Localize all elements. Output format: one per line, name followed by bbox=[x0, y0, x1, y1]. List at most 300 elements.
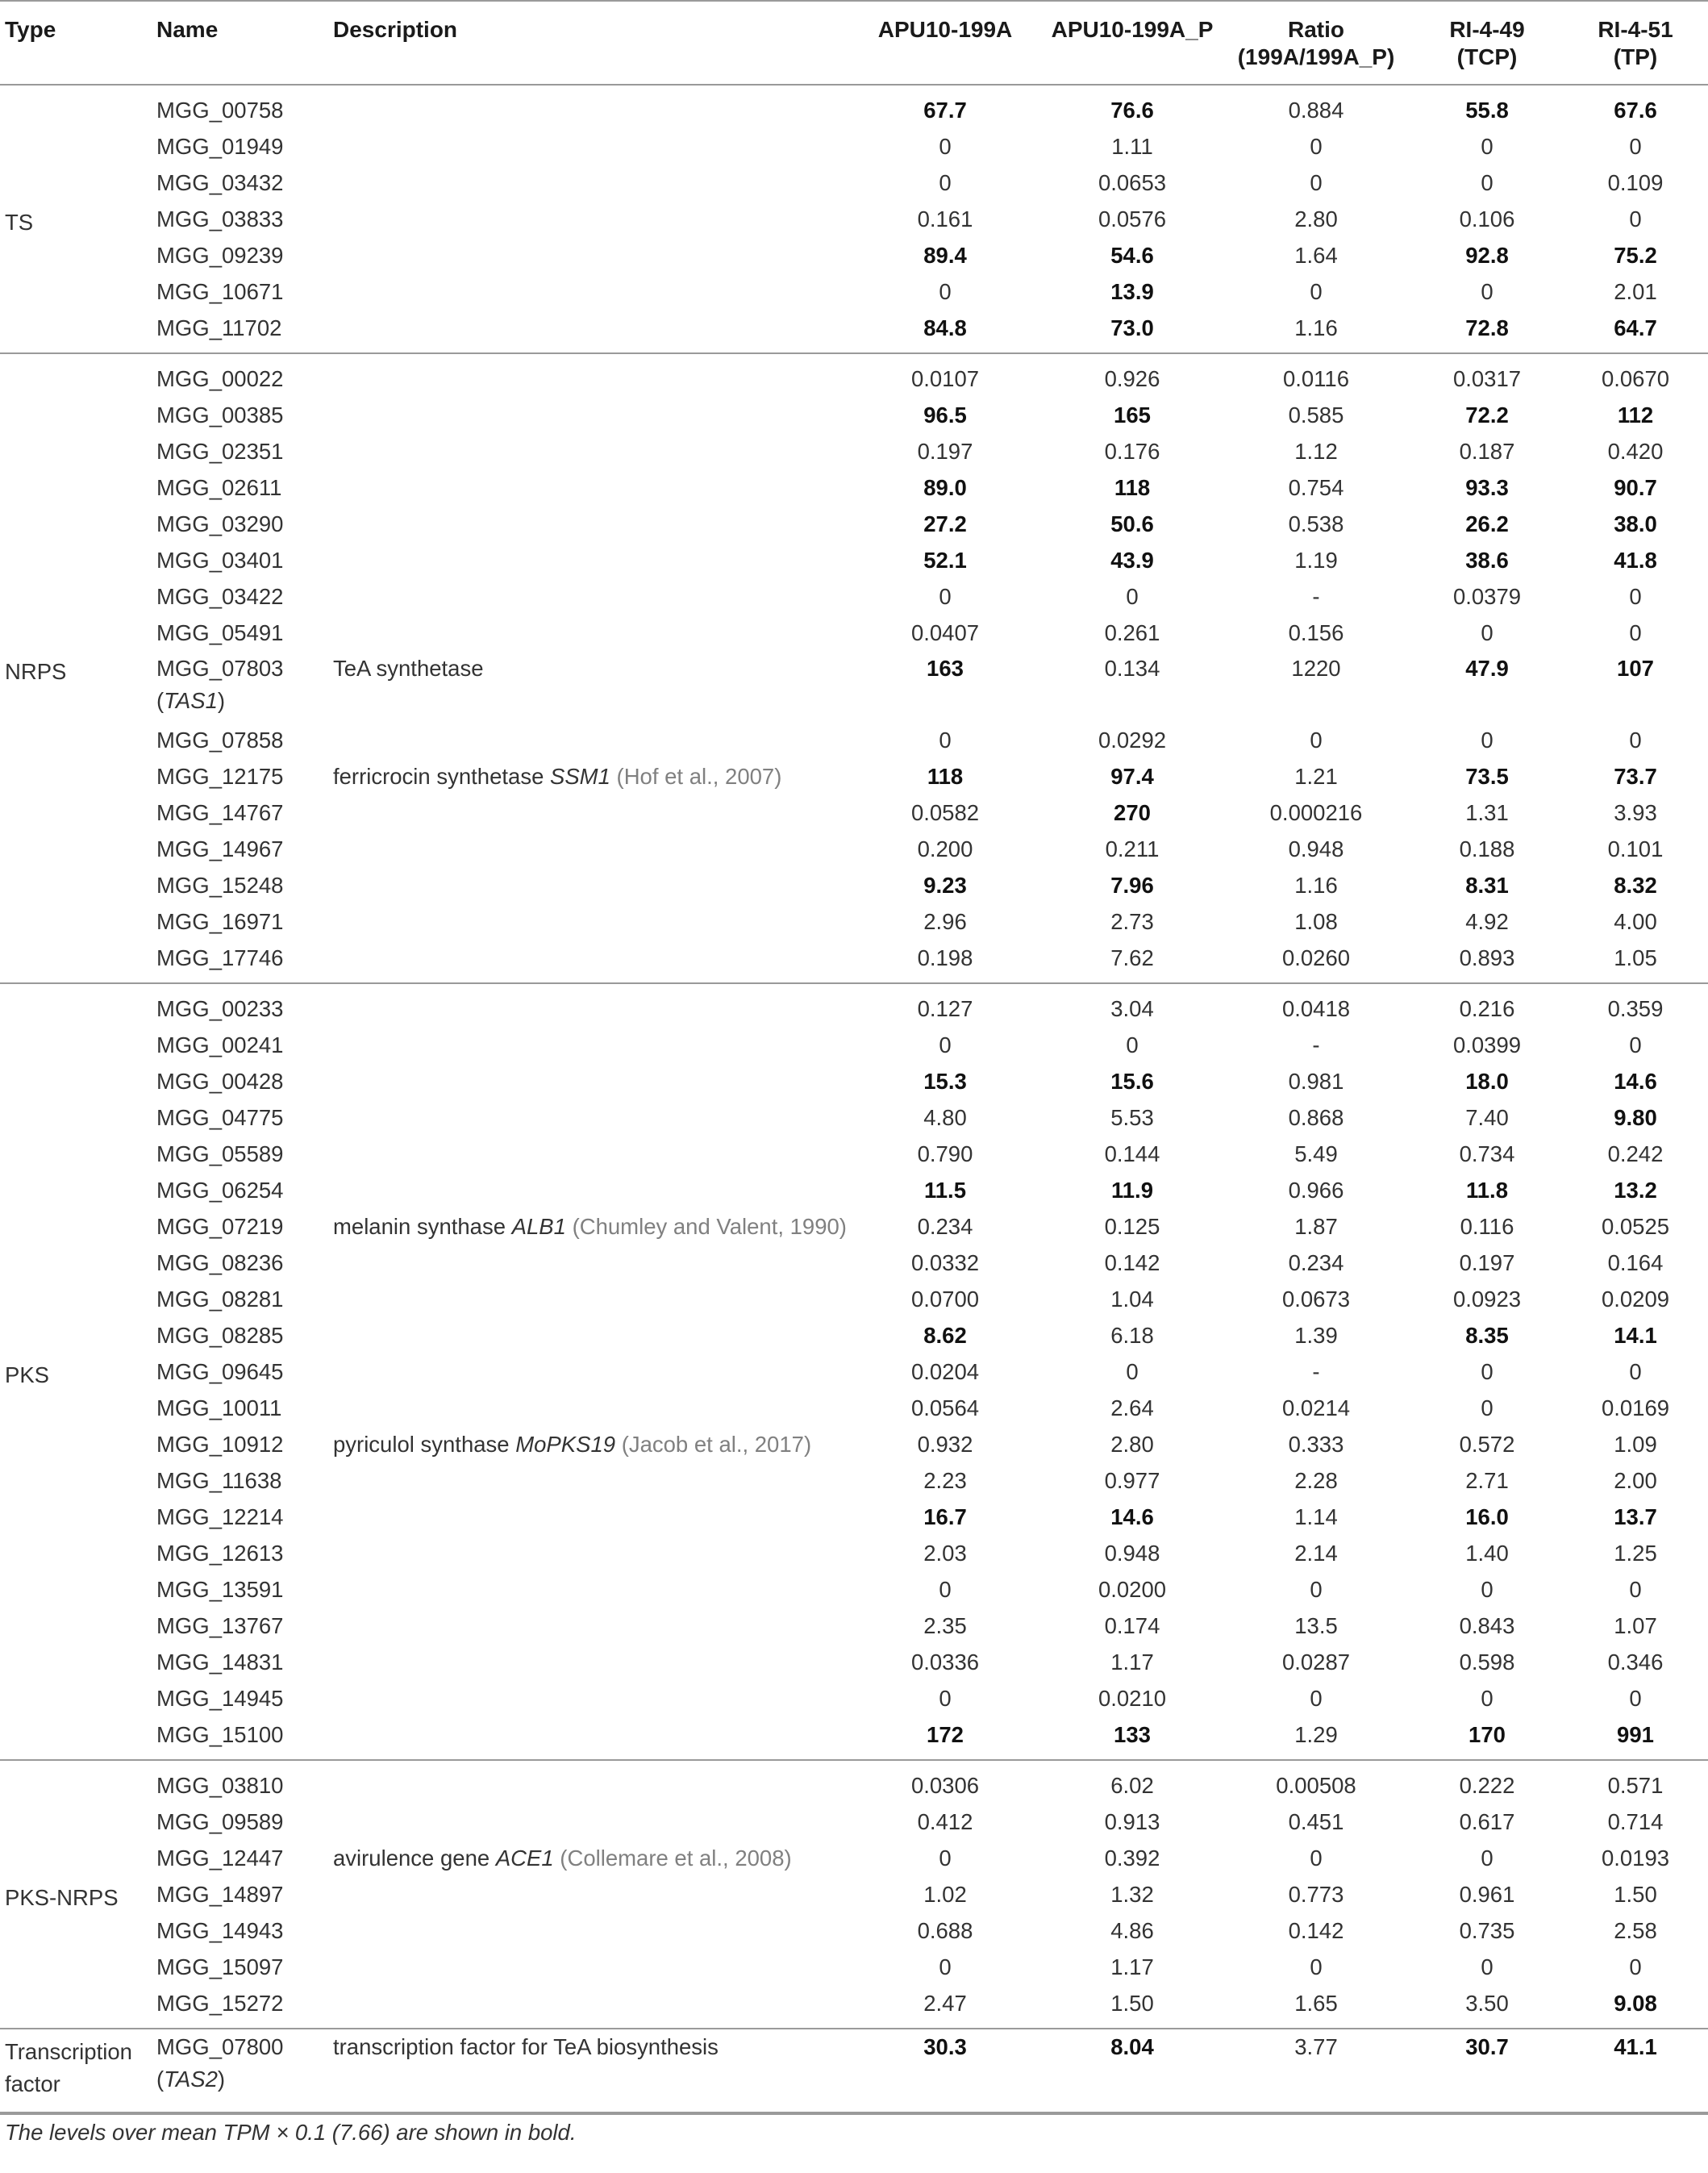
tcp-value: 92.8 bbox=[1465, 243, 1509, 268]
apu-p-value: 11.9 bbox=[1110, 1178, 1153, 1203]
gene-name bbox=[156, 1876, 333, 1912]
gene-name bbox=[156, 795, 333, 831]
gene-description bbox=[333, 397, 847, 433]
gene-name bbox=[156, 1644, 333, 1680]
gene-id: MGG_17746 bbox=[156, 945, 284, 970]
gene-id: MGG_12613 bbox=[156, 1541, 284, 1566]
apu-value: 0.688 bbox=[917, 1918, 973, 1943]
gene-description bbox=[333, 1208, 847, 1245]
gene-id: MGG_16971 bbox=[156, 909, 284, 934]
apu-p-value: 2.80 bbox=[1110, 1432, 1154, 1457]
tcp-value: 93.3 bbox=[1465, 475, 1509, 500]
ratio-value: 2.14 bbox=[1294, 1541, 1338, 1566]
group-type: NRPS bbox=[0, 353, 156, 983]
apu-value: 0 bbox=[939, 1846, 952, 1871]
table-row bbox=[0, 615, 1708, 651]
gene-id: MGG_14943 bbox=[156, 1918, 284, 1943]
gene-name bbox=[156, 273, 333, 310]
gene-description bbox=[333, 1912, 847, 1949]
tp-value: 0 bbox=[1629, 620, 1642, 645]
apu-p-value: 0.926 bbox=[1104, 366, 1160, 391]
apu-p-value: 1.04 bbox=[1110, 1287, 1154, 1312]
tcp-value: 0.187 bbox=[1459, 439, 1515, 464]
tp-value: 2.01 bbox=[1614, 279, 1657, 304]
tcp-value: 0.222 bbox=[1459, 1773, 1515, 1798]
gene-name bbox=[156, 201, 333, 237]
apu-value: 84.8 bbox=[847, 310, 1044, 353]
apu-value: 0 bbox=[939, 279, 952, 304]
apu-p-value: 43.9 bbox=[1110, 548, 1154, 573]
gene-name bbox=[156, 310, 333, 353]
gene-name: MGG_07800 (TAS2) bbox=[156, 2029, 333, 2113]
apu-p-value: 0.0210 bbox=[1098, 1686, 1167, 1711]
table-row bbox=[0, 1535, 1708, 1571]
gene-description bbox=[333, 578, 847, 615]
apu-value: 0 bbox=[939, 134, 952, 159]
tcp-value: 11.8 bbox=[1465, 1178, 1508, 1203]
tcp-value: 0.0923 bbox=[1452, 1287, 1522, 1312]
tcp-value: 2.71 bbox=[1465, 1468, 1509, 1493]
table-row bbox=[0, 1716, 1708, 1760]
apu-p-value: 165 bbox=[1114, 402, 1151, 428]
tp-value: 0 bbox=[1629, 1686, 1642, 1711]
tp-value: 2.00 bbox=[1614, 1468, 1657, 1493]
apu-p-value: 1.32 bbox=[1110, 1882, 1154, 1907]
ratio-value: 1.64 bbox=[1294, 243, 1338, 268]
apu-p-value: 50.6 bbox=[1110, 511, 1154, 536]
tp-value: 13.7 bbox=[1614, 1504, 1657, 1529]
ratio-value: - bbox=[1312, 584, 1320, 609]
tp-value: 0.109 bbox=[1607, 170, 1664, 195]
gene-name bbox=[156, 1390, 333, 1426]
ratio-value: 1.19 bbox=[1294, 548, 1338, 573]
citation-link[interactable]: (Jacob et al., 2017) bbox=[621, 1432, 812, 1457]
gene-name bbox=[156, 1985, 333, 2029]
apu-value: 0.0204 bbox=[910, 1359, 980, 1384]
header-tcp-line1: RI-4-49 bbox=[1449, 17, 1525, 42]
gene-description bbox=[333, 758, 847, 795]
apu-p-value: 0.125 bbox=[1104, 1214, 1160, 1239]
apu-p-value: 0.977 bbox=[1104, 1468, 1160, 1493]
gene-name bbox=[156, 1245, 333, 1281]
gene-id: MGG_00022 bbox=[156, 366, 284, 391]
gene-description bbox=[333, 85, 847, 128]
gene-id: MGG_07800 bbox=[156, 2034, 284, 2059]
tp-value: 0.101 bbox=[1607, 836, 1664, 861]
gene-description bbox=[333, 1571, 847, 1608]
tp-value: 0.420 bbox=[1607, 439, 1664, 464]
table-row bbox=[0, 831, 1708, 867]
table-row bbox=[0, 1353, 1708, 1390]
tp-value: 9.80 bbox=[1614, 1105, 1657, 1130]
gene-id: MGG_03422 bbox=[156, 584, 284, 609]
tcp-value: 0 bbox=[1481, 1954, 1493, 1979]
apu-p-value: 4.86 bbox=[1110, 1918, 1154, 1943]
tp-value: 41.1 bbox=[1563, 2029, 1708, 2113]
apu-p-value: 0.0292 bbox=[1098, 728, 1167, 753]
gene-description bbox=[333, 1245, 847, 1281]
gene-description bbox=[333, 1716, 847, 1760]
ratio-value: 0.234 bbox=[1288, 1250, 1344, 1275]
apu-value: 172 bbox=[847, 1716, 1044, 1760]
tp-value: 0 bbox=[1629, 1954, 1642, 1979]
tp-value: 8.32 bbox=[1614, 873, 1657, 898]
tcp-value: 1.40 bbox=[1465, 1541, 1509, 1566]
apu-value: 1.02 bbox=[923, 1882, 967, 1907]
apu-value: 0 bbox=[939, 1577, 952, 1602]
tcp-value: 30.7 bbox=[1411, 2029, 1563, 2113]
gene-id: MGG_12447 bbox=[156, 1846, 284, 1871]
gene-description bbox=[333, 1499, 847, 1535]
gene-name bbox=[156, 1840, 333, 1876]
ratio-value: 1.16 bbox=[1221, 310, 1411, 353]
gene-name bbox=[156, 128, 333, 165]
tp-value: 0.0209 bbox=[1601, 1287, 1670, 1312]
table-row bbox=[0, 1317, 1708, 1353]
gene-description bbox=[333, 542, 847, 578]
apu-value: 0 bbox=[939, 728, 952, 753]
gene-id: MGG_07219 bbox=[156, 1214, 284, 1239]
gene-id: MGG_09645 bbox=[156, 1359, 284, 1384]
tp-value: 73.7 bbox=[1614, 764, 1657, 789]
apu-value: 2.23 bbox=[923, 1468, 967, 1493]
gene-name bbox=[156, 831, 333, 867]
apu-p-value: 0 bbox=[1126, 584, 1139, 609]
gene-description bbox=[333, 983, 847, 1027]
ratio-value: 0.451 bbox=[1288, 1809, 1344, 1834]
apu-value: 0.0306 bbox=[910, 1773, 980, 1798]
gene-description bbox=[333, 506, 847, 542]
header-description: Description bbox=[333, 1, 847, 85]
gene-description bbox=[333, 237, 847, 273]
apu-value: 0.0700 bbox=[910, 1287, 980, 1312]
apu-p-value: 270 bbox=[1114, 800, 1151, 825]
tcp-value: 0.116 bbox=[1460, 1214, 1514, 1239]
gene-name bbox=[156, 237, 333, 273]
tcp-value: 0 bbox=[1481, 620, 1493, 645]
ratio-value: 0.868 bbox=[1288, 1105, 1344, 1130]
apu-value: 52.1 bbox=[923, 548, 967, 573]
ratio-value: 0.948 bbox=[1288, 836, 1344, 861]
gene-name bbox=[156, 940, 333, 983]
gene-name bbox=[156, 1608, 333, 1644]
apu-value: 0.234 bbox=[917, 1214, 973, 1239]
ratio-value: 1.16 bbox=[1294, 873, 1338, 898]
citation-link[interactable]: (Chumley and Valent, 1990) bbox=[572, 1214, 847, 1239]
table-row bbox=[0, 433, 1708, 469]
gene-id: MGG_10671 bbox=[156, 279, 284, 304]
tcp-value: 72.2 bbox=[1465, 402, 1509, 428]
apu-value: 0.0564 bbox=[910, 1395, 980, 1420]
tcp-value: 8.31 bbox=[1465, 873, 1509, 898]
apu-value: 67.7 bbox=[923, 98, 967, 123]
gene-description bbox=[333, 433, 847, 469]
apu-value: 30.3 bbox=[847, 2029, 1044, 2113]
apu-value: 4.80 bbox=[923, 1105, 967, 1130]
tp-value: 64.7 bbox=[1563, 310, 1708, 353]
apu-p-value: 0.261 bbox=[1104, 620, 1160, 645]
tp-value: 1.50 bbox=[1614, 1882, 1657, 1907]
apu-value: 0 bbox=[939, 1686, 952, 1711]
gene-name bbox=[156, 615, 333, 651]
tp-value: 1.07 bbox=[1614, 1613, 1657, 1638]
tp-value: 0.571 bbox=[1607, 1773, 1664, 1798]
gene-id: MGG_04775 bbox=[156, 1105, 284, 1130]
group-type: Transcription factor bbox=[0, 2029, 156, 2113]
tp-value: 4.00 bbox=[1614, 909, 1657, 934]
apu-p-value: 0.142 bbox=[1104, 1250, 1160, 1275]
gene-name bbox=[156, 1317, 333, 1353]
gene-description bbox=[333, 1608, 847, 1644]
description-text: melanin synthase bbox=[333, 1214, 512, 1239]
tcp-value: 0 bbox=[1481, 1395, 1493, 1420]
table-row bbox=[0, 1426, 1708, 1462]
gene-name bbox=[156, 1462, 333, 1499]
header-row bbox=[0, 1, 1708, 85]
gene-id: MGG_14967 bbox=[156, 836, 284, 861]
header-ratio bbox=[1221, 1, 1411, 85]
gene-description bbox=[333, 1099, 847, 1136]
apu-value: 16.7 bbox=[923, 1504, 967, 1529]
apu-value: 0.412 bbox=[917, 1809, 973, 1834]
tcp-value: 18.0 bbox=[1465, 1069, 1509, 1094]
apu-value: 0.0407 bbox=[910, 620, 980, 645]
gene-name bbox=[156, 469, 333, 506]
gene-id: MGG_13591 bbox=[156, 1577, 284, 1602]
table-row bbox=[0, 1876, 1708, 1912]
apu-p-value: 0.0200 bbox=[1098, 1577, 1167, 1602]
apu-p-value: 0.913 bbox=[1104, 1809, 1160, 1834]
table-row bbox=[0, 578, 1708, 615]
table-row bbox=[0, 867, 1708, 903]
gene-name bbox=[156, 722, 333, 758]
gene-id: MGG_05491 bbox=[156, 620, 284, 645]
ratio-value: 1.08 bbox=[1294, 909, 1338, 934]
ratio-value: 0.00508 bbox=[1276, 1773, 1356, 1798]
gene-id: MGG_02351 bbox=[156, 439, 284, 464]
ratio-value: 5.49 bbox=[1294, 1141, 1338, 1166]
tcp-value: 7.40 bbox=[1465, 1105, 1509, 1130]
gene-description bbox=[333, 903, 847, 940]
gene-id: MGG_00758 bbox=[156, 98, 284, 123]
tcp-value: 0.0399 bbox=[1452, 1032, 1522, 1057]
header-tp-line2: (TP) bbox=[1613, 44, 1658, 69]
gene-name bbox=[156, 1571, 333, 1608]
header-tp bbox=[1563, 1, 1708, 85]
gene-name bbox=[156, 1063, 333, 1099]
tp-value: 991 bbox=[1563, 1716, 1708, 1760]
gene-id: MGG_12175 bbox=[156, 764, 284, 789]
ratio-value: 0.333 bbox=[1288, 1432, 1344, 1457]
gene-id: MGG_11638 bbox=[156, 1468, 282, 1493]
gene-id: MGG_03432 bbox=[156, 170, 284, 195]
ratio-value: 1.87 bbox=[1294, 1214, 1338, 1239]
apu-value: 0.198 bbox=[847, 940, 1044, 983]
apu-value: 27.2 bbox=[923, 511, 967, 536]
gene-id: MGG_08281 bbox=[156, 1287, 284, 1312]
gene-description bbox=[333, 1680, 847, 1716]
tcp-value: 1.31 bbox=[1465, 800, 1509, 825]
gene-description bbox=[333, 1317, 847, 1353]
tcp-value: 26.2 bbox=[1465, 511, 1509, 536]
tp-value: 0.242 bbox=[1607, 1141, 1664, 1166]
table-row bbox=[0, 722, 1708, 758]
apu-p-value: 7.96 bbox=[1110, 873, 1154, 898]
apu-value: 0.161 bbox=[917, 206, 973, 231]
table-row bbox=[0, 795, 1708, 831]
group-type: TS bbox=[0, 85, 156, 353]
apu-value: 0 bbox=[939, 1032, 952, 1057]
gene-description bbox=[333, 1535, 847, 1571]
header-tcp bbox=[1411, 1, 1563, 85]
ratio-value: 0.0116 bbox=[1282, 366, 1350, 391]
apu-p-value: 0.392 bbox=[1104, 1846, 1160, 1871]
gene-id: MGG_06254 bbox=[156, 1178, 284, 1203]
tp-value: 41.8 bbox=[1614, 548, 1657, 573]
gene-id: MGG_00385 bbox=[156, 402, 284, 428]
apu-p-value: 0.176 bbox=[1104, 439, 1160, 464]
tcp-value: 0.961 bbox=[1459, 1882, 1515, 1907]
tp-value: 3.93 bbox=[1614, 800, 1657, 825]
table-row bbox=[0, 469, 1708, 506]
ratio-value: 0 bbox=[1310, 170, 1323, 195]
table-row bbox=[0, 85, 1708, 128]
gene-description bbox=[333, 201, 847, 237]
tcp-value: 0 bbox=[1481, 170, 1493, 195]
gene-description bbox=[333, 1760, 847, 1804]
ratio-value: 0.585 bbox=[1288, 402, 1344, 428]
description-text: ferricrocin synthetase bbox=[333, 764, 550, 789]
citation-link[interactable]: (Hof et al., 2007) bbox=[616, 764, 782, 789]
ratio-value: - bbox=[1312, 1032, 1320, 1057]
gene-description bbox=[333, 722, 847, 758]
gene-name bbox=[156, 353, 333, 397]
table-row bbox=[0, 940, 1708, 983]
gene-description bbox=[333, 1804, 847, 1840]
gene-name bbox=[156, 506, 333, 542]
tp-value: 0.0525 bbox=[1601, 1214, 1670, 1239]
apu-value: 2.47 bbox=[847, 1985, 1044, 2029]
gene-id: MGG_03290 bbox=[156, 511, 284, 536]
tcp-value: 0 bbox=[1481, 728, 1493, 753]
gene-name bbox=[156, 1281, 333, 1317]
tcp-value: 0.572 bbox=[1459, 1432, 1515, 1457]
description-gene-symbol: ALB1 bbox=[511, 1214, 566, 1239]
gene-id: MGG_09589 bbox=[156, 1809, 284, 1834]
apu-p-value: 3.04 bbox=[1110, 996, 1154, 1021]
gene-id: MGG_14897 bbox=[156, 1882, 284, 1907]
description-text: TeA synthetase bbox=[333, 656, 484, 681]
ratio-value: 0.000216 bbox=[1269, 800, 1363, 825]
gene-id: MGG_03833 bbox=[156, 206, 284, 231]
ratio-value: - bbox=[1312, 1359, 1320, 1384]
tp-value: 2.58 bbox=[1614, 1918, 1657, 1943]
gene-name bbox=[156, 85, 333, 128]
gene-name bbox=[156, 542, 333, 578]
tp-value: 0.346 bbox=[1607, 1650, 1664, 1675]
ratio-value: 1.39 bbox=[1294, 1323, 1338, 1348]
description-text: avirulence gene bbox=[333, 1846, 496, 1871]
header-name: Name bbox=[156, 1, 333, 85]
apu-value: 9.23 bbox=[923, 873, 967, 898]
ratio-value: 0.981 bbox=[1288, 1069, 1344, 1094]
gene-id: MGG_10912 bbox=[156, 1432, 284, 1457]
gene-alias: TAS2 bbox=[164, 2067, 218, 2092]
gene-name bbox=[156, 1426, 333, 1462]
apu-p-value: 1.17 bbox=[1110, 1954, 1154, 1979]
apu-p-value: 0.0653 bbox=[1098, 170, 1167, 195]
tcp-value: 0.216 bbox=[1459, 996, 1515, 1021]
gene-id: MGG_08236 bbox=[156, 1250, 284, 1275]
gene-name bbox=[156, 1208, 333, 1245]
tcp-value: 47.9 bbox=[1465, 656, 1509, 681]
gene-name bbox=[156, 1172, 333, 1208]
header-type: Type bbox=[0, 1, 156, 85]
apu-p-value: 97.4 bbox=[1110, 764, 1154, 789]
apu-value: 0.932 bbox=[917, 1432, 973, 1457]
table-row bbox=[0, 651, 1708, 722]
tcp-value: 0.188 bbox=[1459, 836, 1515, 861]
apu-value: 2.96 bbox=[923, 909, 967, 934]
tcp-value: 170 bbox=[1411, 1716, 1563, 1760]
gene-description bbox=[333, 1353, 847, 1390]
gene-name bbox=[156, 165, 333, 201]
gene-name bbox=[156, 1912, 333, 1949]
apu-p-value: 0.134 bbox=[1104, 656, 1160, 681]
tp-value: 14.1 bbox=[1614, 1323, 1657, 1348]
citation-link[interactable]: (Collemare et al., 2008) bbox=[560, 1846, 792, 1871]
ratio-value: 0.156 bbox=[1288, 620, 1344, 645]
ratio-value: 0.884 bbox=[1288, 98, 1344, 123]
gene-description bbox=[333, 1136, 847, 1172]
tp-value: 75.2 bbox=[1614, 243, 1657, 268]
table-row bbox=[0, 1063, 1708, 1099]
description-gene-symbol: ACE1 bbox=[495, 1846, 554, 1871]
apu-p-value: 118 bbox=[1114, 475, 1151, 500]
gene-id: MGG_13767 bbox=[156, 1613, 284, 1638]
tp-value: 0.164 bbox=[1607, 1250, 1664, 1275]
table-row bbox=[0, 310, 1708, 353]
gene-description bbox=[333, 310, 847, 353]
tcp-value: 0.197 bbox=[1459, 1250, 1515, 1275]
gene-description bbox=[333, 867, 847, 903]
table-row bbox=[0, 2029, 1708, 2113]
ratio-value: 0.0260 bbox=[1221, 940, 1411, 983]
table-row bbox=[0, 201, 1708, 237]
header-apu-p: APU10-199A_P bbox=[1044, 1, 1221, 85]
gene-description bbox=[333, 353, 847, 397]
gene-description bbox=[333, 2029, 847, 2113]
table-footnote: The levels over mean TPM × 0.1 (7.66) are shown in bold. bbox=[5, 2120, 577, 2145]
tcp-value: 0 bbox=[1481, 1577, 1493, 1602]
apu-p-value: 73.0 bbox=[1044, 310, 1221, 353]
ratio-value: 0 bbox=[1310, 728, 1323, 753]
gene-description bbox=[333, 165, 847, 201]
table-row bbox=[0, 1804, 1708, 1840]
apu-p-value: 0.174 bbox=[1104, 1613, 1160, 1638]
tcp-value: 0.893 bbox=[1411, 940, 1563, 983]
apu-value: 118 bbox=[927, 764, 964, 789]
gene-id: MGG_03401 bbox=[156, 548, 284, 573]
apu-p-value: 14.6 bbox=[1110, 1504, 1154, 1529]
apu-p-value: 76.6 bbox=[1110, 98, 1154, 123]
table-row bbox=[0, 903, 1708, 940]
apu-value: 0.0107 bbox=[910, 366, 980, 391]
gene-id: MGG_07803 bbox=[156, 656, 284, 681]
apu-value: 0.200 bbox=[917, 836, 973, 861]
apu-p-value: 6.02 bbox=[1110, 1773, 1154, 1798]
tp-value: 0.0670 bbox=[1601, 366, 1670, 391]
